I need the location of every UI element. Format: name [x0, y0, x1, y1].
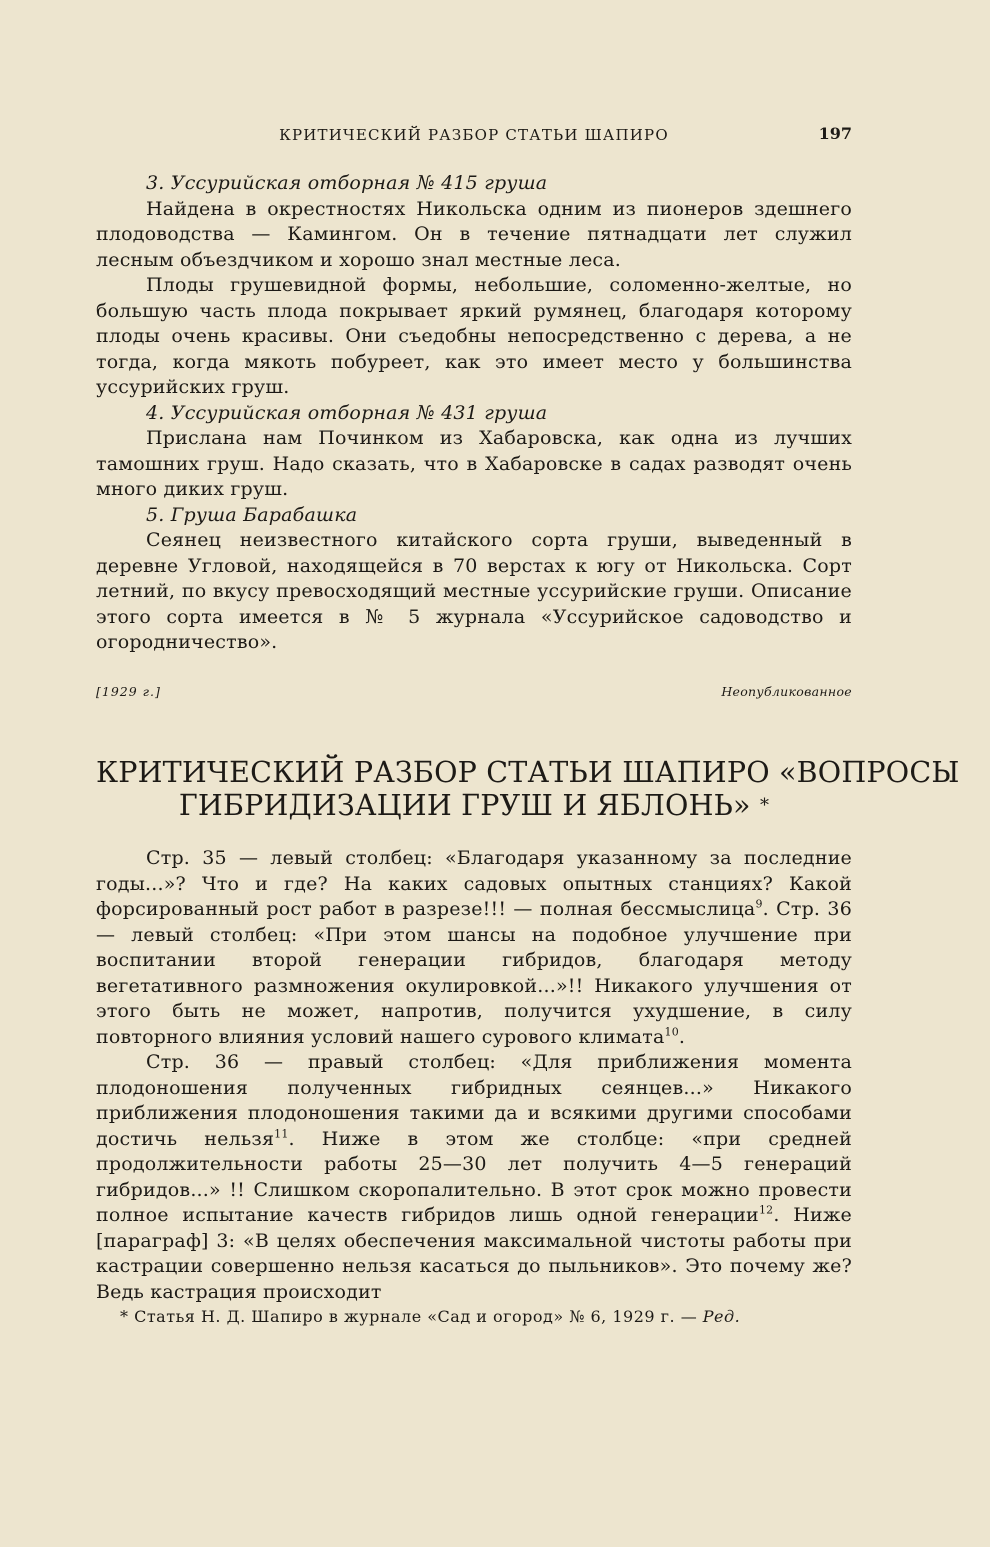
date-note: [1929 г.] — [96, 684, 161, 699]
item-3-paragraph-2: Плоды грушевидной формы, небольшие, соломенно-желтые, но большую часть плода покрывает яркий румянец, благодаря которому плоды очень красивы. Они съедобны непосредственно с дерева, а не тогда, когда мякоть побуреет, как это имеет место у большинства уссурийских груш. — [96, 274, 852, 398]
item-3-heading: 3. Уссурийская отборная № 415 груша — [146, 172, 548, 194]
article-paragraph-2 — [96, 1050, 852, 1305]
variety-descriptions — [96, 171, 852, 656]
title-line-2 — [96, 789, 852, 822]
note-ref-9: 9 — [755, 897, 763, 911]
p2-part-b: . Ниже в этом же столбце: «при средней продолжительности работы 25—30 лет получить 4—5 генераций гибридов...» !! Слишком скоропалительно. В этот срок можно провести полное испытание качеств гибридов лишь одной генерации — [96, 1127, 852, 1226]
item-3-paragraph-1: Найдена в окрестностях Никольска одним из пионеров здешнего плодоводства — Камингом. Он в течение пятнадцати лет служил лесным объездчиком и хорошо знал местные леса. — [96, 197, 852, 271]
footnote-text: * Статья Н. Д. Шапиро в журнале «Сад и огород» № 6, 1929 г. — — [120, 1307, 698, 1326]
article-body — [96, 846, 852, 1305]
p2-part-c: . Ниже [параграф] 3: «В целях обеспечения максимальной чистоты работы при кастрации совершенно нельзя касаться до пыльников». Это почему же? Ведь кастрация происходит — [96, 1204, 852, 1303]
title-line-2-text: ГИБРИДИЗАЦИИ ГРУШ И ЯБЛОНЬ» — [178, 789, 751, 822]
running-head-title: КРИТИЧЕСКИЙ РАЗБОР СТАТЬИ ШАПИРО — [279, 126, 669, 144]
p1-part-a: Стр. 35 — левый столбец: «Благодаря указанному за последние годы...»? Что и где? На каких садовых опытных станциях? Какой форсированный рост работ в разрезе!!! — полная бессмыслица — [96, 847, 852, 920]
footnote — [96, 1307, 852, 1326]
running-head — [96, 124, 852, 146]
item-5-heading: 5. Груша Барабашка — [146, 503, 358, 526]
p2-part-a: Стр. 36 — правый столбец: «Для приближения момента плодоношения полученных гибридных сеянцев...» Никакого приближения плодоношения такими да и всякими другими способами достичь нельзя — [96, 1051, 852, 1150]
note-ref-12: 12 — [758, 1203, 774, 1217]
footnote-editor: Ред. — [702, 1307, 741, 1326]
publication-status: Неопубликованное — [721, 684, 852, 699]
item-5-paragraph-1: Сеянец неизвестного китайского сорта груши, выведенный в деревне Угловой, находящейся в 70 верстах к югу от Никольска. Сорт летний, по вкусу превосходящий местные уссурийские груши. Описание этого сорта имеется в № 5 журнала «Уссурийское садоводство и огородничество». — [96, 529, 852, 653]
p1-part-c: . — [678, 1025, 686, 1048]
article-paragraph-1 — [96, 846, 852, 1050]
publication-meta — [96, 684, 852, 704]
note-ref-10: 10 — [664, 1025, 679, 1039]
note-ref-11: 11 — [274, 1127, 289, 1141]
page-number: 197 — [818, 124, 852, 143]
article-title — [96, 756, 960, 822]
title-line-1: КРИТИЧЕСКИЙ РАЗБОР СТАТЬИ ШАПИРО «ВОПРОСЫ — [96, 756, 960, 789]
title-footnote-mark: * — [759, 795, 770, 816]
item-4-heading: 4. Уссурийская отборная № 431 груша — [146, 401, 548, 424]
p1-part-b: . Стр. 36 — левый столбец: «При этом шансы на подобное улучшение при воспитании второй генерации гибридов, благодаря методу вегетативного размножения окулировкой...»!! Никакого улучшения от этого быть не может, напротив, получится ухудшение, в силу повторного влияния условий нашего сурового климата — [96, 898, 852, 1048]
item-4-paragraph-1: Прислана нам Починком из Хабаровска, как одна из лучших тамошних груш. Надо сказать, что в Хабаровске в садах разводят очень много диких груш. — [96, 427, 852, 500]
